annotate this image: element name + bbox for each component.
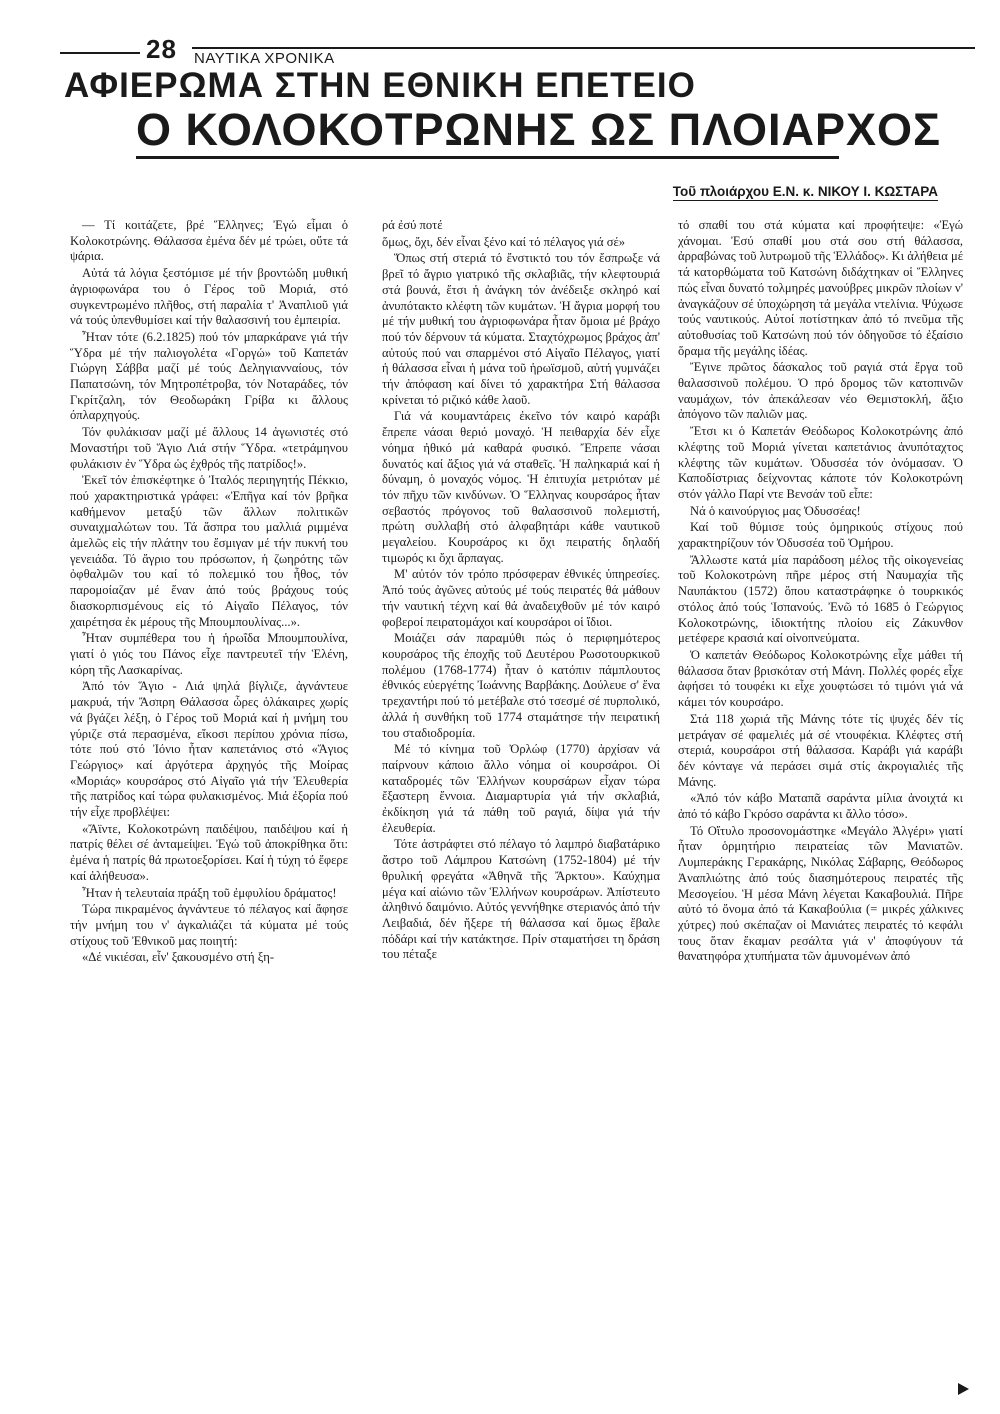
paragraph: Ἔγινε πρῶτος δάσκαλος τοῦ ραγιά στά ἔργα τοῦ θαλασσινοῦ πολέμου. Ὁ πρό δρομος τῶν κατοπινῶν ναυμάχων, τόν ἀπεκάλεσαν νέο Θεμιστοκλή, ἄξιο ἀπόγονο τῶν παλιῶν μας. [678,360,963,422]
title-underline [136,156,839,159]
paragraph: Μοιάζει σάν παραμύθι πώς ὁ περιφημότερος κουρσάρος τῆς ἐποχῆς τοῦ Δευτέρου Ρωσοτουρκικοῦ πολέμου (1768-1774) ἦταν ὁ κατόπιν πάμπλουτος ἐθνικός εὐεργέτης Ἰωάννης Βαρβάκης. Δούλευε σ' ἕνα τρεχαντήρι πού τό μετέβαλε στό τσεσμέ σέ πυρπολικό, ἀλλά ἡ συνθήκη τοῦ 1774 σταμάτησε τήν πειρατική του σταδιοδρομία. [382,631,660,740]
paragraph: Αὐτά τά λόγια ξεστόμισε μέ τήν βροντώδη μυθική ἀγριοφωνάρα του ὁ Γέρος τοῦ Μοριά, στό συγκεντρωμένο πλῆθος, στή παραλία τ' Ἀναπλιοῦ γιά νά τούς ὑπενθυμίσει καί τήν θαλασσινή του ἐμπειρία. [70,266,348,328]
publication-name: ΝΑΥΤΙΚΑ ΧΡΟΝΙΚΑ [194,50,335,67]
paragraph: Τότε ἀστράφτει στό πέλαγο τό λαμπρό διαβατάρικο ἄστρο τοῦ Λάμπρου Κατσώνη (1752-1804) μέ τήν θρυλική φρεγάτα «Ἀθηνᾶ τῆς Ἄρκτου». Καύχημα μέγα καί αἰώνιο τῶν Ἑλλήνων κουρσάρων. Ἀπίστευτο ἀληθινό δαιμόνιο. Αὐτός γεννήθηκε στεριανός ἀπό τήν Λειβαδιά, δέν ἤξερε τή θάλασσα καί ὅμως ἔβαλε πόδάρι καί τήν κατάκτησε. Πρίν σταματήσει τη δράση του πέταξε [382,837,660,962]
paragraph: Στά 118 χωριά τῆς Μάνης τότε τίς ψυχές δέν τίς μετράγαν σέ φαμελιές μά σέ ντουφέκια. Κλέφτες στή στεριά, κουρσάροι στή θάλασσα. Καράβι γιά καράβι δέν κόνταγε νά περάσει σιμά στίς ἀκρογιαλιές τῆς Μάνης. [678,711,963,789]
header-rule-right [192,47,975,49]
continued-arrow-icon [958,1383,969,1395]
paragraph: «Δέ νικιέσαι, εἶν' ξακουσμένο στή ξη- [82,950,275,965]
paragraph: Ἦταν τότε (6.2.1825) πού τόν μπαρκάρανε γιά τήν Ὕδρα μέ τήν παλιογολέτα «Γοργώ» τοῦ Καπετάν Γιώργη Σάββα μαζί μέ τούς Δεληγιανναίους, τόν Παπατσώνη, τόν Μητροπέτροβα, τόν Νοταράδες, τόν Γκρίτζαλη, τόν Θεοδωράκη Γρίβα κι ἄλλους όπλαρχηγούς. [70,329,348,423]
paragraph: Ὅπως στή στεριά τό ἔνστικτό του τόν ἔσπρωξε νά βρεῖ τό ἄγριο γιατρικό τῆς σκλαβιᾶς, τήν κλεφτουριά στά βουνά, ἔτσι ἡ ἀνάγκη τόν ἀνέδειξε σκληρό καί ἀνυπότακτο κλέφτη τῶν κυμάτων. Ἡ ἄγρια μορφή του μέ τήν μυθική του ἀγριοφωνάρα ἦταν ὅμοια μέ βράχο πού τόν δέρνουν τά κύματα. Σταχτόχρωμος βράχος ἀπ' αὐτούς πού ναι σπαρμένοι στό Αἰγαῖο Πέλαγος, γιατί ἡ θάλασσα εἶναι ἡ μάνα τοῦ ἡρωϊσμοῦ, αὐτή γυμνάζει τήν ἀπόφαση καί δίνει τό χαρακτήρα Στή θάλασσα κρίνεται τό ριζικό κάθε λαοῦ. [382,251,660,407]
paragraph: Ἦταν ἡ τελευταία πράξη τοῦ ἐμφυλίου δράματος! [82,885,337,900]
verse-line: ρά ἐσύ ποτέ [382,218,443,232]
paragraph: Τώρα πικραμένος ἀγνάντευε τό πέλαγος καί ἄφησε τήν μνήμη του ν' ἀγκαλιάζει τά κύματα μέ τούς στίχους τοῦ Ἐθνικοῦ μας ποιητή: [70,902,348,948]
paragraph: Ἄλλωστε κατά μία παράδοση μέλος τῆς οἰκογενείας τοῦ Κολοκοτρώνη πῆρε μέρος στή Ναυμαχία τῆς Ναυπάκτου (1572) ὅπου καταστράφηκε ὁ τουρκικός στόλος ἀπό τούς Ἱσπανούς. Ἐνῶ τό 1685 ὁ Γεώργιος Κολοκοτρώνης, ἰδιοκτήτης πλοίου εἰς Ζάκυνθον μετέφερε κρασιά καί οἰνοπνεύματα. [678,552,963,646]
column-1 [70,218,348,1403]
article-body [70,218,978,1403]
header-rule-left [60,52,140,54]
verse-line: ὅμως, ὄχι, δέν εἶναι ξένο καί τό πέλαγος γιά σέ» [382,234,626,249]
paragraph: Μ' αὐτόν τόν τρόπο πρόσφεραν ἐθνικές ὑπηρεσίες. Ἀπό τούς ἀγῶνες αὐτούς μέ τούς πειρατές θά μάθουν τήν ναυτική τέχνη καί θά ἀναδειχθοῦν μέ τόν καιρό φοβεροί πειρατομάχοι καί κουρσάροι οἱ ἴδιοι. [382,567,660,629]
paragraph: «Ἀπό τόν κάβο Ματαπᾶ σαράντα μίλια ἀνοιχτά κι ἀπό τό κάβο Γκρόσο σαράντα κι ἄλλο τόσο». [678,791,963,822]
paragraph: Τό Οἴτυλο προσονομάστηκε «Μεγάλο Ἀλγέρι» γιατί ἦταν ὁρμητήριο πειρατείας τῶν Μανιατῶν. Λυμπεράκης Γερακάρης, Νικόλας Σάβαρης, Θεόδωρος Ἀναπλιώτης ἀπό τούς διασημότερους πειρατές τῆς Μεσογείου. Ἡ μέσα Μάνη λέγεται Κακαβουλιά. Πῆρε αὐτό τό ὄνομα ἀπό τά Κακαβούλια (= μικρές χάλκινες χύτρες) πού σκέπαζαν οἱ Μανιάτες πειρατές τό κεφάλι τους ὅταν ἔκαμαν ρεσάλτα γιά ν' ἀποφύγουν τά θανατηφόρα χτυπήματα τῶν ἀμυνομένων ἀπό [678,823,963,964]
byline: Τοῦ πλοιάρχου Ε.Ν. κ. ΝΙΚΟΥ Ι. ΚΩΣΤΑΡΑ [672,184,938,199]
paragraph: Γιά νά κουμαντάρεις ἐκεῖνο τόν καιρό καράβι ἔπρεπε νάσαι θεριό μοναχό. Ἡ πειθαρχία δέν εἶχε νόημα ἠθικό μά καθαρά φυσικό. Ἔπρεπε νάσαι δυνατός καί ἄξιος γιά νά σταθεῖς. Ἡ παληκαριά καί ἡ δύναμη, ὁ μοναχός νόμος. Ἡ ἐπιτυχία μετριόταν μέ τόν πῆχυ τῶν κινδύνων. Ὁ Ἕλληνας κουρσάρος ἦταν σεβαστός πρόγονος τοῦ θαλασσινοῦ πολεμιστή, πρώτη συλλαβή στό ἀλφαβητάρι κάθε ναυτικοῦ μεγαλείου. Κουρσάρος κι ὄχι πειρατής δηλαδή τιμωρός κι ὄχι ἅρπαγας. [382,409,660,565]
page-number: 28 [146,34,177,64]
paragraph: τό σπαθί του στά κύματα καί προφήτεψε: «Ἐγώ χάνομαι. Ἐσύ σπαθί μου στά σου στή θάλασσα, ἀρραβώνας τοῦ λυτρωμοῦ τῆς Ἑλλάδος». Κι ἀλήθεια μέ τά κατορθώματα τοῦ Κατσώνη διδάχτηκαν οἱ Ἕλληνες πώς εἶναι δυνατό τολμηρές μανούβρες μικρῶν πλοίων ν' ἀναγκάζουν σέ ὑποχώρηση τά μεγάλα ντελίνια. Ψύχωσε τούς ναυτικούς. Αὐτοί ποτίστηκαν ἀπό τό πνεῦμα τῆς αὐτοθυσίας τοῦ Κατσώνη πού τόν ὁδηγοῦσε τό ἐξαίσιο ὅραμα τῆς μεγάλης ἰδέας. [678,218,963,358]
section-title: ΑΦΙΕΡΩΜΑ ΣΤΗΝ ΕΘΝΙΚΗ ΕΠΕΤΕΙΟ [64,66,696,105]
paragraph: «Ἄϊντε, Κολοκοτρώνη παιδέψου, παιδέψου καί ἡ πατρίς θέλει σέ ἀνταμείψει. Ἐγώ τοῦ ἀποκρίθηκα ὅτι: ἐμένα ἡ πατρίς θά πρωτοεξορίσει. Καί ἡ τύχη τό ἔφερε καί ἀλήθευσα». [70,821,348,883]
paragraph: Ὁ καπετάν Θεόδωρος Κολοκοτρώνης εἶχε μάθει τή θάλασσα ὅταν βρισκόταν στή Μάνη. Πολλές φορές εἶχε ἀφήσει τό τουφέκι κι εἶχε χουφτώσει τό τιμόνι γιά νά κάμει τόν κουρσάρο. [678,647,963,710]
column-3 [678,218,963,1403]
article-title: Ο ΚΟΛΟΚΟΤΡΩΝΗΣ ΩΣ ΠΛΟΙΑΡΧΟΣ [136,104,941,155]
paragraph: Μέ τό κίνημα τοῦ Ὀρλώφ (1770) ἀρχίσαν νά παίρνουν κάποιο ἄλλο νόημα οἱ κουρσάροι. Οἱ καταδρομές τῶν Ἑλλήνων κουρσάρων εἶχαν τώρα ἔξαστερη ἔννοια. Διαμαρτυρία γιά τήν σκλαβιά, ἐκδίκηση γιά τά πάθη τοῦ ραγιά, δίψα γιά τήν ἐλευθερία. [382,742,660,835]
paragraph: Ἐκεῖ τόν ἐπισκέφτηκε ὁ Ἰταλός περιηγητής Πέκκιο, πού χαρακτηριστικά γράφει: «Ἐπῆγα καί τόν βρῆκα καθήμενον μεταξύ τῶν ἄλλων πολιτικῶν συναιχμαλώτων του. Τά ἄσπρα του μαλλιά ριμμένα ἀμελῶς εἰς τήν πλάτην του ἔσμιγαν μέ τήν πυκνή του γενειάδα. Τό ἄγριο του πρόσωπον, ἡ ζωηρότης τῶν ὀφθαλμῶν του καί τό πολεμικό του ἦθος, τόν παρομοίαζαν μέ ἕναν ἀπό τούς βράχους τούς διασκορπισμένους εἰς τό Αἰγαῖο Πέλαγος, τόν χαιρέτησα ἐκ μέρους τῆς Μπουμπουλίνας...». [70,473,348,629]
paragraph: Ἔτσι κι ὁ Καπετάν Θεόδωρος Κολοκοτρώνης ἀπό κλέφτης τοῦ Μοριά γίνεται καπετάνιος ἀνυπόταχτος κλέφτης τῶν κυμάτων. Ὀδυσσέα τόν ὀνόμασαν. Ὁ Καποδίστριας δείχνοντας κάποτε τόν Κολοκοτρώνη στόν γάλλο Παρί ντε Βενσάν τοῦ εἶπε: [678,424,963,501]
paragraph: Τόν φυλάκισαν μαζί μέ ἄλλους 14 ἀγωνιστές στό Μοναστήρι τοῦ Ἅγιο Λιά στήν Ὕδρα. «τετράμηνου φυλάκισιν ἐν Ὕδρα ὡς ἐχθρός τῆς πατρίδος!». [70,425,348,471]
paragraph: Ἀπό τόν Ἅγιο - Λιά ψηλά βίγλιζε, ἀγνάντευε μακρυά, τήν Ἄσπρη Θάλασσα ὧρες ὁλάκαιρες χωρίς νά βγάζει λέξη, ὁ Γέρος τοῦ Μοριά καί ἡ μνήμη του γύριζε στά περασμένα, εἴκοσι περίπου χρόνια πίσω, τότε πού στό Ἰόνιο ἦταν καπετάνιος στό «Ἅγιος Γεώργιος» καί ἀργότερα ἀρχηγός τῆς Μοίρας «Μοριάς» κουρσάρος στό Αἰγαῖο γιά τήν Ἐλευθερία τῆς πατρίδος καί τώρα φυλακισμένος. Μιά ἐξορία πού τήν εἶχε προβλέψει: [70,679,348,820]
paragraph: Καί τοῦ θύμισε τούς ὁμηρικούς στίχους πού χαρακτηρίζουν τόν Ὀδυσσέα τοῦ Ὁμήρου. [678,520,963,551]
paragraph: — Τί κοιτάζετε, βρέ Ἕλληνες; Ἐγώ εἶμαι ὁ Κολοκοτρώνης. Θάλασσα ἐμένα δέν μέ τρώει, οὔτε τά ψάρια. [70,218,348,264]
paragraph: Ἦταν συμπέθερα του ἡ ἡρωΐδα Μπουμπουλίνα, γιατί ὁ γιός του Πάνος εἶχε παντρευτεῖ τήν Ἑλένη, κόρη τῆς Λασκαρίνας. [70,631,348,677]
column-2 [382,218,660,1403]
paragraph: Νά ὁ καινούργιος μας Ὀδυσσέας! [690,503,861,518]
